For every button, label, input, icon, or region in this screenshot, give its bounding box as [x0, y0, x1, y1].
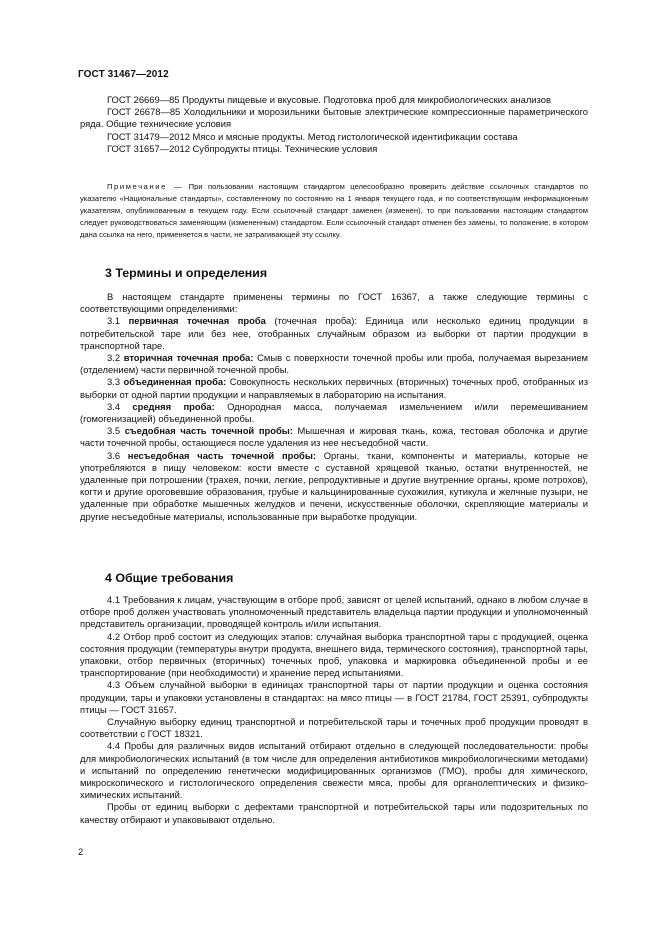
reference-item: ГОСТ 26669—85 Продукты пищевые и вкусовые. Подготовка проб для микробиологических анализов — [107, 94, 551, 105]
term-text: (точечная проба): Единица или несколько единиц продукции в потребительской таре или без нее, отобранных случайным образом из выборки от партии продукции в транспортной таре. — [80, 315, 589, 351]
term-number: 3.1 — [107, 315, 121, 327]
requirement-paragraph: 4.3 Объем случайной выборки в единицах транспортной тары от партии продукции и оценка состояния продукции, тары и упаковки установлены в стандартах: на мясо птицы — в ГОСТ 21784, ГОСТ 25391, субпродукты птицы — ГОСТ 31657. — [80, 679, 588, 715]
reference-item: ГОСТ 31657—2012 Субпродукты птицы. Технические условия — [107, 142, 378, 154]
term-definition — [80, 425, 588, 449]
requirement-paragraph: 4.2 Отбор проб состоит из следующих этапов: случайная выборка транспортной тары с продукцией, оценка состояния продукции (температуры внутри продукта, внешнего вида, термического состояния), транспортной тары, упаковки, отбор первичных (вторичных) точечных проб, упаковка и маркировка объединенной пробы и ее транспортирование (при необходимости) и хранение перед испытаниями. — [80, 630, 588, 679]
term-definition — [80, 352, 588, 376]
requirement-paragraph: 4.1 Требования к лицам, участвующим в отборе проб, зависят от целей испытаний, однако в любом случае в отборе проб должен участвовать уполномоченный представитель владельца партии продукции и уполномоченный представитель организации, проводящей контроль и/или испытания. — [80, 594, 588, 630]
note-block — [80, 181, 588, 241]
requirement-paragraph: 4.4 Пробы для различных видов испытаний отбирают отдельно в следующей последовательности: пробы для микробиологических испытаний (в том числе для определения антибиотиков микробиологическими методами) и испытаний по определению генетически модифицированных организмов (ГМО), пробы для химического, микроскопического и гистологического определения свежести мяса, пробы для органолептических и физико-химических испытаний. — [80, 740, 588, 801]
requirement-paragraph: Случайную выборку единиц транспортной и потребительской тары и точечных проб продукции проводят в соответствии с ГОСТ 18321. — [80, 716, 588, 740]
section-4-heading: 4 Общие требования — [105, 571, 234, 585]
term-name: несъедобная часть точечной пробы: — [127, 449, 316, 461]
term-text: Однородная масса, получаемая измельчением и/или перемешиванием (гомогенизацией) объединенной пробы. — [80, 400, 588, 425]
standard-code-header: ГОСТ 31467—2012 — [78, 69, 169, 80]
term-definition — [80, 401, 588, 425]
term-name: вторичная точечная проба: — [123, 352, 254, 364]
term-text: Органы, ткани, компоненты и материалы, которые не употребляются в пищу человеком: кости вместе с суставной хрящевой тканью, остатки внутренностей, не удаленные при потрошении (трахея, почки, легкие, репродуктивные и другие внутренние органы, кроме потрохов), когти и другие ороговевшие образования, грубые и кальцинированные сухожилия, кутикула и желчные пузыри, не удаленные при обработке мышечных желудков и печени, искусственные оболочки, скрепляющие материалы и другие несъедобные материалы, использованные при выработке продукции. — [80, 449, 588, 522]
note-text: При пользовании настоящим стандартом целесообразно проверить действие ссылочных стандартов по указателю «Национальные стандарты», составленному по состоянию на 1 января текущего года, и по соответствующим информационным указателям, опубликованным в текущем году. Если ссылочный стандарт заменен (изменен), то при пользовании настоящим стандартом следует руководствоваться заменяющим (измененным) стандартом. Если ссылочный стандарт отменен без замены, то положение, в котором дана ссылка на него, применяется в части, не затрагивающей эту ссылку. — [80, 182, 588, 239]
requirement-paragraph: Пробы от единиц выборки с дефектами транспортной и потребительской тары или подозрительных по качеству отбирают и упаковывают отдельно. — [80, 801, 588, 825]
term-name: съедобная часть точечной пробы: — [124, 425, 293, 437]
term-number: 3.4 — [107, 400, 121, 412]
note-paragraph — [80, 181, 588, 241]
term-name: объединенная проба: — [123, 376, 227, 388]
term-number: 3.3 — [107, 376, 121, 388]
term-number: 3.6 — [107, 449, 121, 461]
term-definition — [80, 315, 588, 352]
term-text: Мышечная и жировая ткань, кожа, тестовая оболочка и другие части точечной пробы, остающиеся после удаления из нее несъедобной части. — [80, 425, 588, 449]
term-number: 3.5 — [107, 425, 121, 437]
normative-references — [80, 94, 588, 155]
reference-item: ГОСТ 26678—85 Холодильники и морозильники бытовые электрические компрессионные параметрического ряда. Общие технические условия — [80, 106, 588, 130]
term-text: Совокупность нескольких первичных (вторичных) точечных проб, отобранных из выборки от одной партии продукции и направляемых в лабораторию на испытания. — [80, 376, 588, 400]
term-definition — [80, 376, 588, 400]
term-definition — [80, 450, 588, 523]
section-3-heading: 3 Термины и определения — [105, 266, 268, 280]
section-3-body — [80, 291, 588, 523]
term-name: первичная точечная проба — [128, 315, 266, 327]
note-label: Примечание — — [107, 182, 184, 191]
page-number: 2 — [78, 846, 84, 857]
term-number: 3.2 — [107, 352, 121, 364]
term-name: средняя проба: — [132, 400, 215, 412]
term-text: Смыв с поверхности точечной пробы или проба, получаемая вырезанием (отделением) части первичной точечной пробы. — [80, 352, 588, 376]
section-3-intro: В настоящем стандарте применены термины по ГОСТ 16367, а также следующие термины с соответствующими определениями: — [80, 291, 588, 315]
reference-item: ГОСТ 31479—2012 Мясо и мясные продукты. Метод гистологической идентификации состава — [107, 130, 518, 142]
section-4-body — [80, 594, 588, 826]
